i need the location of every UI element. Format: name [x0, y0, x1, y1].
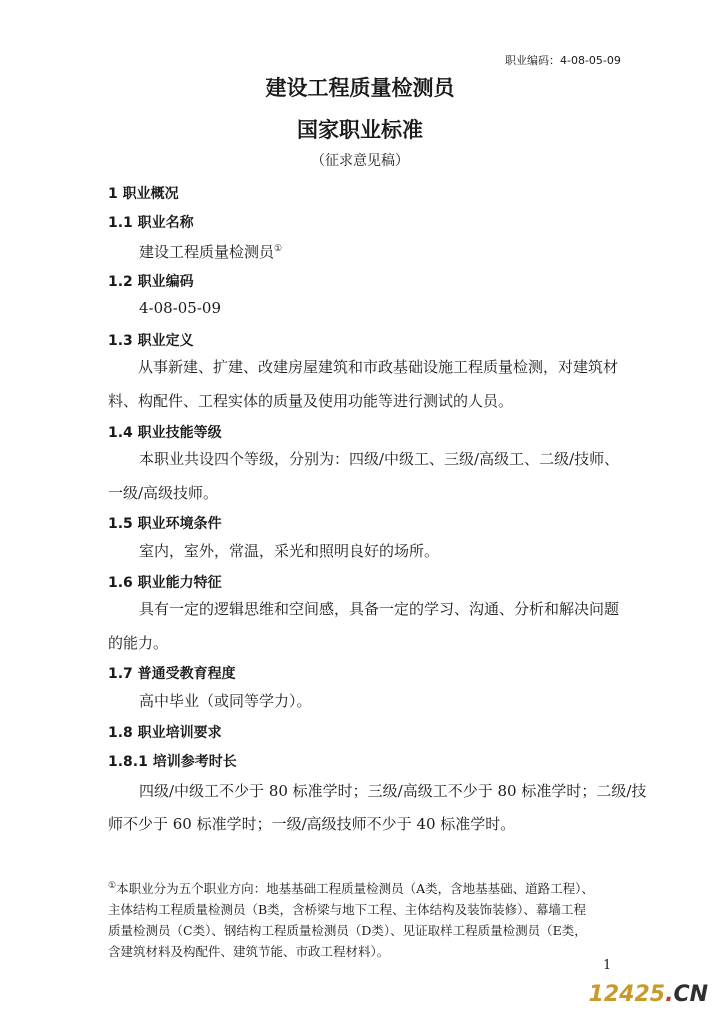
site-watermark: 12425.CN: [588, 982, 708, 1007]
occupation-code-label: 职业编码：4-08-05-09: [505, 54, 621, 67]
section-1-heading: 1 职业概况: [108, 186, 179, 202]
section-1-6-heading: 1.6 职业能力特征: [108, 575, 222, 591]
footnote-line: 含建筑材料及构配件、建筑节能、市政工程材料）。: [108, 944, 390, 960]
section-1-7-heading: 1.7 普通受教育程度: [108, 666, 236, 682]
footnote-line: 主体结构工程质量检测员（B类，含桥梁与地下工程、主体结构及装饰装修）、幕墙工程: [108, 902, 586, 918]
section-1-1-heading: 1.1 职业名称: [108, 215, 194, 231]
document-subtitle: 国家职业标准: [297, 118, 423, 142]
section-1-8-1-heading: 1.8.1 培训参考时长: [108, 754, 237, 770]
document-title: 建设工程质量检测员: [265, 76, 455, 100]
definition-line-1: 从事新建、扩建、改建房屋建筑和市政基础设施工程质量检测，对建筑材: [138, 358, 619, 376]
footnote-mark: ①: [108, 881, 117, 891]
education-text: 高中毕业（或同等学力）。: [139, 692, 312, 710]
draft-note: （征求意见稿）: [311, 153, 409, 169]
page-number: 1: [603, 958, 612, 973]
footnote-line: 质量检测员（C类）、钢结构工程质量检测员（D类）、见证取样工程质量检测员（E类，: [108, 923, 587, 939]
ability-line-2: 的能力。: [108, 634, 169, 652]
section-1-3-heading: 1.3 职业定义: [108, 333, 194, 349]
definition-line-2: 料、构配件、工程实体的质量及使用功能等进行测试的人员。: [108, 392, 514, 410]
occupation-code: 4-08-05-09: [139, 299, 222, 317]
section-1-5-heading: 1.5 职业环境条件: [108, 516, 222, 532]
training-hours-line-1: 四级/中级工不少于 80 标准学时；三级/高级工不少于 80 标准学时；二级/技: [139, 782, 647, 800]
skill-levels-line-1: 本职业共设四个等级，分别为：四级/中级工、三级/高级工、二级/技师、: [139, 450, 620, 468]
ability-line-1: 具有一定的逻辑思维和空间感，具备一定的学习、沟通、分析和解决问题: [139, 600, 620, 618]
occupation-name: 建设工程质量检测员①: [139, 243, 283, 261]
skill-levels-line-2: 一级/高级技师。: [108, 484, 219, 502]
section-1-8-heading: 1.8 职业培训要求: [108, 725, 222, 741]
footnote-ref: ①: [274, 244, 283, 254]
footnote-line: ①本职业分为五个职业方向：地基基础工程质量检测员（A类，含地基基础、道路工程）、: [108, 881, 594, 897]
environment-text: 室内，室外，常温，采光和照明良好的场所。: [139, 542, 440, 560]
footnote: [108, 876, 594, 962]
training-hours-line-2: 师不少于 60 标准学时；一级/高级技师不少于 40 标准学时。: [108, 815, 516, 833]
section-1-2-heading: 1.2 职业编码: [108, 274, 194, 290]
section-1-4-heading: 1.4 职业技能等级: [108, 425, 222, 441]
